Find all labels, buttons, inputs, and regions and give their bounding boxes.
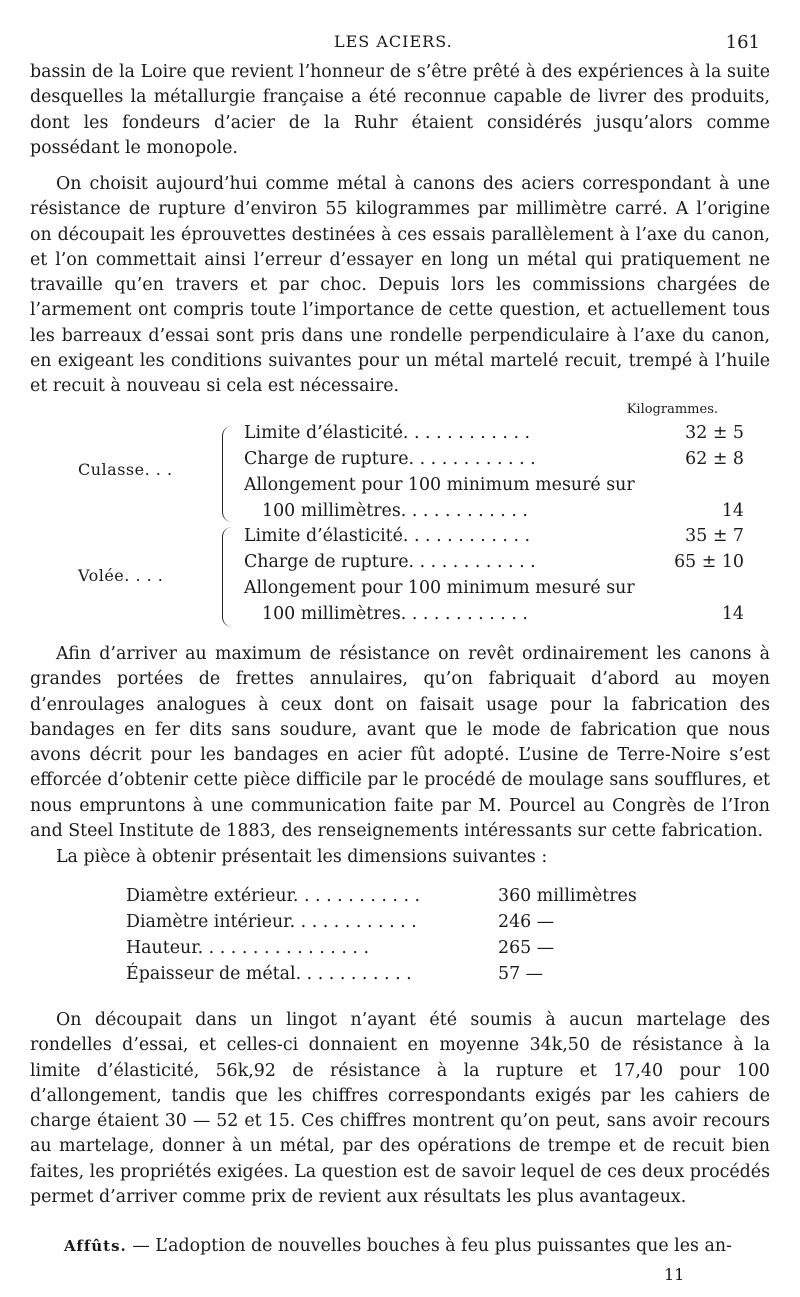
group-label: Culasse. . . (78, 460, 173, 479)
signature-mark: 11 (664, 1265, 685, 1284)
brace (222, 527, 233, 627)
running-title: LES ACIERS. (334, 32, 453, 51)
paragraph-4: La pièce à obtenir présentait les dimensions suivantes : (56, 847, 548, 867)
document-page: LES ACIERS. 161 bassin de la Loire que revient l’honneur de s’être prêté à des expériences à la suite desquelles la métallurgie française a été reconnue capable de livrer des produits, dont les fondeurs d’acier de la Ruhr étaient considérés jusqu’alors comme possédant le monopole. On choisit aujourd’hui comme métal à canons des aciers correspondant à une résistance de rupture d’environ 55 kilogrammes par millimètre carré. A l’origine on découpait les éprouvettes destinées à ces essais parallèlement à l’axe du canon, et l’on commettait ainsi l’erreur d’essayer en long un métal qui pratiquement ne travaille qu’en travers et par choc. Depuis lors les commissions chargées de l’armement ont compris toute l’importance de cette question, et actuellement tous les barreaux d’essai sont pris dans une rondelle perpendiculaire à l’axe du canon, en exigeant les conditions suivantes pour un métal martelé recuit, trempé à l’huile et recuit à nouveau si cela est nécessaire. Kilogrammes. Culasse. . . Limite d’élasticité. . . . . . . . . . . . 32 ± 5 Charge de rupture. . . . . . . . . . . . 62 ± 8 Allongement pour 100 minimum mesuré sur 100 millimètres. . . . . . . . . . . . 14 Volée. . . . Limite d’élasticité. . . . . . . . . . . . 35 ± 7 Charge de rupture. . . . . . . . . . . . 65 ± 10 Allongement pour 100 minimum mesuré sur 100 millimètres. . . . . . . . . . . . 14 Afin d’arriver au maximum de résistance on revêt ordinairement les canons à grandes portées de frettes annulaires, qu’on fabriquait d’abord au moyen d’enroulages analogues à ceux dont on faisait usage pour la fabrication des bandages en fer dits sans soudure, avant que le mode de fabrication que nous avons décrit pour les bandages en acier fût adopté. L’usine de Terre-Noire s’est efforcée d’obtenir cette pièce difficile par le procédé de moulage sans soufflures, et nous empruntons à une communication faite par M. Pourcel au Congrès de l’Iron and Steel Institute de 1883, des renseignements intéressants sur cette fabrication. La pièce à obtenir présentait les dimensions suivantes : Diamètre extérieur. . . . . . . . . . . . 360 millimètres Diamètre intérieur. . . . . . . . . . . . 246 — Hauteur. . . . . . . . . . . . . . . . 265 — Épaisseur de métal. . . . . . . . . . . 57 — On découpait dans un lingot n’ayant été soumis à aucun martelage des rondelles d’essai, et celles-ci donnaient en moyenne 34k,50 de résistance à la limite d’élasticité, 56k,92 de résistance à la rupture et 17,40 pour 100 d’allongement, tandis que les chiffres correspondants exigés par les cahiers de charge étaient 30 — 52 et 15. Ces chiffres montrent qu’on peut, sans avoir recours au martelage, donner à un métal, par des opérations de trempe et de recuit bien faites, les propriétés exigées. La question est de savoir lequel de ces deux procédés permet d’arriver comme prix de revient aux résultats les plus avantageux. Affûts. — L’adoption de nouvelles bouches à feu plus puissantes que les an- 11 (0, 0, 800, 1297)
paragraph-5: On découpait dans un lingot n’ayant été soumis à aucun martelage des rondelles d’essai, et celles-ci donnaient en moyenne 34k,50 de résistance à la limite d’élasticité, 56k,92 de résistance à la rupture et 17,40 pour 100 d’allongement, tandis que les chiffres correspondants exigés par les cahiers de charge étaient 30 — 52 et 15. Ces chiffres montrent qu’on peut, sans avoir recours au martelage, donner à un métal, par des opérations de trempe et de recuit bien faites, les propriétés exigées. La question est de savoir lequel de ces deux procédés permet d’arriver comme prix de revient aux résultats les plus avantageux. (30, 1010, 770, 1208)
page-number: 161 (725, 32, 760, 53)
page-header (0, 32, 800, 56)
group-label: Volée. . . . (78, 566, 164, 585)
brace (222, 426, 233, 522)
paragraph-3: Afin d’arriver au maximum de résistance on revêt ordinairement les canons à grandes portées de frettes annulaires, qu’on fabriquait d’abord au moyen d’enroulages analogues à ceux dont on faisait usage pour la fabrication des bandages en fer dits sans soudure, avant que le mode de fabrication que nous avons décrit pour les bandages en acier fût adopté. L’usine de Terre-Noire s’est efforcée d’obtenir cette pièce difficile par le procédé de moulage sans soufflures, et nous empruntons à une communication faite par M. Pourcel au Congrès de l’Iron and Steel Institute de 1883, des renseignements intéressants sur cette fabrication. (30, 644, 770, 842)
affuts-heading: Affûts. (64, 1237, 127, 1255)
affuts-line (64, 1236, 732, 1256)
paragraph-1: bassin de la Loire que revient l’honneur de s’être prêté à des expériences à la suite desquelles la métallurgie française a été reconnue capable de livrer des produits, dont les fondeurs d’acier de la Ruhr étaient considérés jusqu’alors comme possédant le monopole. (30, 62, 770, 158)
paragraph-2: On choisit aujourd’hui comme métal à canons des aciers correspondant à une résistance de rupture d’environ 55 kilogrammes par millimètre carré. A l’origine on découpait les éprouvettes destinées à ces essais parallèlement à l’axe du canon, et l’on commettait ainsi l’erreur d’essayer en long un métal qui pratiquement ne travaille qu’en travers et par choc. Depuis lors les commissions chargées de l’armement ont compris toute l’importance de cette question, et actuellement tous les barreaux d’essai sont pris dans une rondelle perpendiculaire à l’axe du canon, en exigeant les conditions suivantes pour un métal martelé recuit, trempé à l’huile et recuit à nouveau si cela est nécessaire. (30, 174, 770, 397)
unit-label: Kilogrammes. (626, 402, 718, 417)
affuts-text: — L’adoption de nouvelles bouches à feu plus puissantes que les an- (132, 1236, 732, 1256)
